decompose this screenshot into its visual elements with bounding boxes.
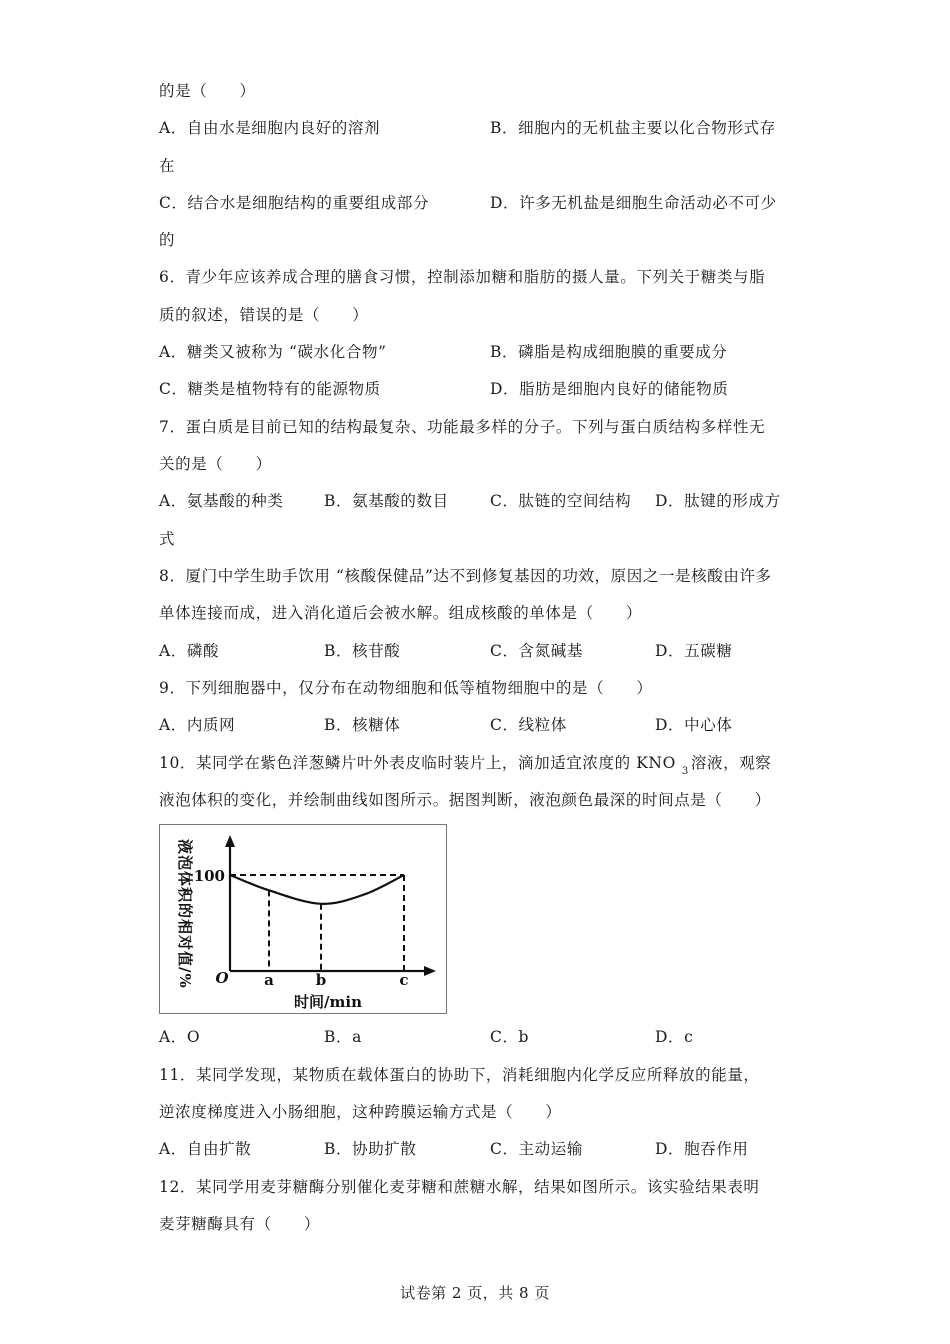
y-axis-arrow — [225, 835, 235, 847]
q6-stem-line2: 质的叙述，错误的是（ ） — [159, 306, 369, 324]
q5-option-d: D．许多无机盐是细胞生命活动必不可少 — [490, 194, 777, 212]
q11-stem-line1: 11．某同学发现，某物质在载体蛋白的协助下，消耗细胞内化学反应所释放的能量， — [159, 1066, 760, 1084]
q6-option-c: C．糖类是植物特有的能源物质 — [159, 380, 381, 398]
q10-stem-line1-post: 溶液，观察 — [690, 754, 772, 772]
q10-subscript: 3 — [681, 766, 689, 777]
q7-stem-line2: 关的是（ ） — [159, 455, 272, 473]
vacuole-volume-curve — [230, 875, 404, 904]
q7-option-c: C．肽链的空间结构 — [490, 492, 632, 510]
q8-stem-line1: 8．厦门中学生助手饮用 “核酸保健品”达不到修复基因的功效，原因之一是核酸由许多 — [159, 567, 772, 585]
q5-option-d-wrap: 的 — [159, 231, 176, 249]
q9-option-b: B．核糖体 — [324, 716, 401, 734]
y-tick-label: 100 — [193, 867, 225, 885]
q6-option-a: A．糖类又被称为 “碳水化合物” — [159, 343, 387, 361]
page-footer: 试卷第 2 页，共 8 页 — [400, 1284, 550, 1302]
q6-option-d: D．脂肪是细胞内良好的储能物质 — [490, 380, 729, 398]
q10-stem-line2: 液泡体积的变化，并绘制曲线如图所示。据图判断，液泡颜色最深的时间点是（ ） — [159, 791, 771, 809]
q10-option-c: C．b — [490, 1028, 530, 1046]
q5-option-c: C．结合水是细胞结构的重要组成部分 — [159, 194, 430, 212]
x-axis-arrow — [424, 966, 436, 976]
q8-stem-line2: 单体连接而成，进入消化道后会被水解。组成核酸的单体是（ ） — [159, 604, 643, 622]
q9-option-a: A．内质网 — [159, 716, 236, 734]
x-tick-label-a: a — [264, 971, 274, 989]
q10-stem-line1 — [159, 752, 771, 777]
q11-option-c: C．主动运输 — [490, 1140, 583, 1158]
y-axis-label: 液泡体积的相对值/% — [176, 839, 194, 989]
q7-option-d: D．肽键的形成方 — [655, 492, 781, 510]
q8-option-d: D．五碳糖 — [655, 642, 733, 660]
q11-option-d: D．胞吞作用 — [655, 1140, 749, 1158]
q7-option-d-wrap: 式 — [159, 530, 176, 548]
q7-option-b: B．氨基酸的数目 — [324, 492, 449, 510]
origin-label: O — [215, 969, 229, 987]
q8-option-b: B．核苷酸 — [324, 642, 401, 660]
q5-option-b: B．细胞内的无机盐主要以化合物形式存 — [490, 119, 776, 137]
q7-option-a: A．氨基酸的种类 — [159, 492, 284, 510]
q9-option-d: D．中心体 — [655, 716, 733, 734]
q6-option-b: B．磷脂是构成细胞膜的重要成分 — [490, 343, 728, 361]
q11-option-a: A．自由扩散 — [159, 1140, 252, 1158]
q9-stem-line1: 9．下列细胞器中，仅分布在动物细胞和低等植物细胞中的是（ ） — [159, 679, 653, 697]
q10-option-a: A．O — [159, 1028, 201, 1046]
q5-option-a: A．自由水是细胞内良好的溶剂 — [159, 119, 381, 137]
q10-stem-line1-pre: 10．某同学在紫色洋葱鳞片叶外表皮临时装片上，滴加适宜浓度的 KNO — [159, 754, 676, 772]
q9-option-c: C．线粒体 — [490, 716, 567, 734]
q8-option-c: C．含氮碱基 — [490, 642, 583, 660]
vacuole-volume-figure — [159, 824, 447, 1014]
x-tick-label-b: b — [315, 971, 327, 989]
q8-option-a: A．磷酸 — [159, 642, 220, 660]
q11-stem-line2: 逆浓度梯度进入小肠细胞，这种跨膜运输方式是（ ） — [159, 1103, 562, 1121]
q10-option-b: B．a — [324, 1028, 362, 1046]
q11-option-b: B．协助扩散 — [324, 1140, 417, 1158]
x-tick-label-c: c — [399, 971, 409, 989]
q6-stem-line1: 6．青少年应该养成合理的膳食习惯，控制添加糖和脂肪的摄人量。下列关于糖类与脂 — [159, 268, 766, 286]
q5-stem-tail: 的是（ ） — [159, 82, 256, 100]
vacuole-volume-chart — [160, 825, 446, 1013]
x-axis-label: 时间/min — [294, 993, 362, 1011]
q5-option-b-wrap: 在 — [159, 157, 176, 175]
q12-stem-line2: 麦芽糖酶具有（ ） — [159, 1215, 321, 1233]
q10-option-d: D．c — [655, 1028, 694, 1046]
q7-stem-line1: 7．蛋白质是目前已知的结构最复杂、功能最多样的分子。下列与蛋白质结构多样性无 — [159, 418, 766, 436]
q12-stem-line1: 12．某同学用麦芽糖酶分别催化麦芽糖和蔗糖水解，结果如图所示。该实验结果表明 — [159, 1178, 760, 1196]
